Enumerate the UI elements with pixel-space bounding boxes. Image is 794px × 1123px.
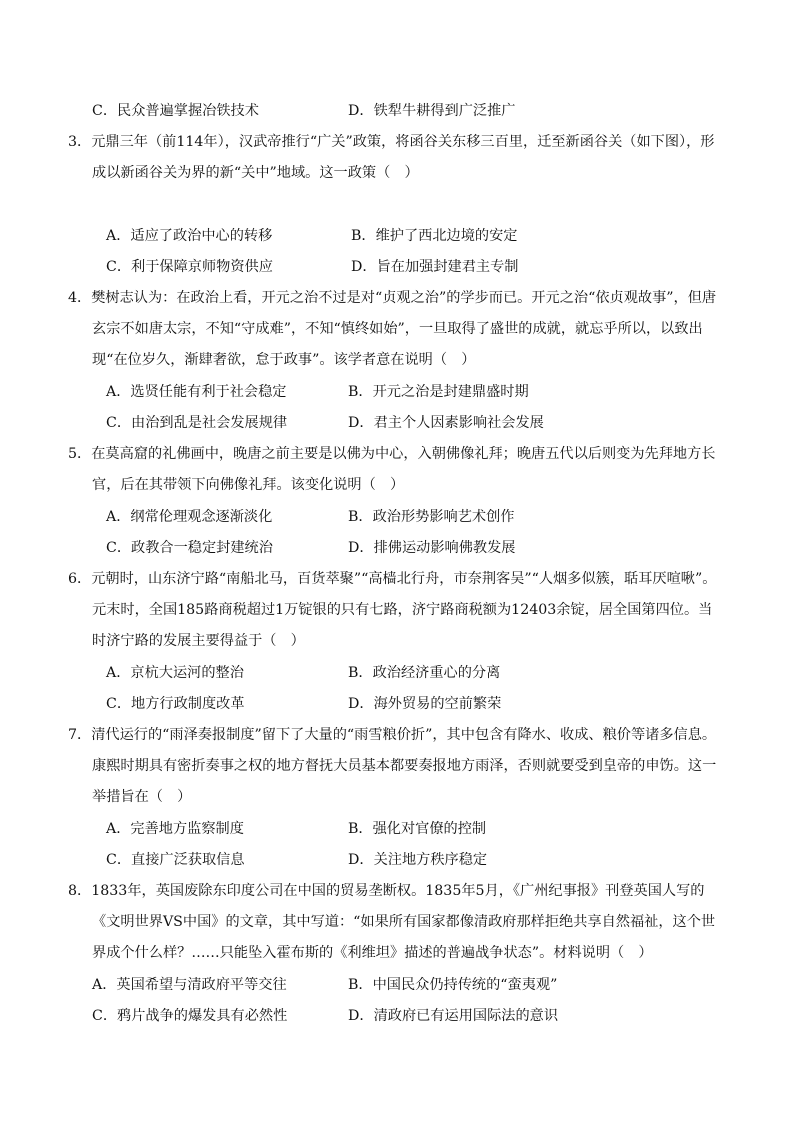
q3-option-a: A．适应了政治中心的转移 <box>106 228 273 244</box>
q8-stem: 8．1833年，英国废除东印度公司在中国的贸易垄断权。1835年5月，《广州纪事报》刊登英国人写的《文明世界VS中国》的文章，其中写道：“如果所有国家都像清政府那样拒绝共享自然福祉，这个世界成个什么样？……只能坠入霍布斯的《利维坦》描述的普遍战争状态”。材料说明（ ） <box>68 883 716 961</box>
q5-stem: 5．在莫高窟的礼佛画中，晚唐之前主要是以佛为中心，入朝佛像礼拜；晚唐五代以后则变为先拜地方长官，后在其带领下向佛像礼拜。该变化说明（ ） <box>68 446 716 493</box>
q4-option-a: A．选贤任能有利于社会稳定 <box>106 384 287 400</box>
q7-option-d: D．关注地方秩序稳定 <box>348 852 488 868</box>
q8-option-b: B．中国民众仍持传统的“蛮夷观” <box>348 977 558 993</box>
q2-option-c: C．民众普遍掌握冶铁技术 <box>92 103 259 119</box>
q3-option-c: C．利于保障京师物资供应 <box>106 259 273 275</box>
q2-option-d: D．铁犁牛耕得到广泛推广 <box>348 103 516 119</box>
q5-option-c: C．政教合一稳定封建统治 <box>106 540 273 556</box>
q6-option-d: D．海外贸易的空前繁荣 <box>348 696 502 712</box>
q4-option-c: C．由治到乱是社会发展规律 <box>106 415 288 431</box>
q3-stem: 3．元鼎三年（前114年），汉武帝推行“广关”政策，将函谷关东移三百里，迁至新函谷关（如下图），形成以新函谷关为界的新“关中”地域。这一政策（ ） <box>68 134 715 181</box>
q8-option-c: C．鸦片战争的爆发具有必然性 <box>92 1008 288 1024</box>
q7-option-a: A．完善地方监察制度 <box>106 821 244 837</box>
q4-option-b: B．开元之治是封建鼎盛时期 <box>348 384 529 400</box>
q7-option-c: C．直接广泛获取信息 <box>106 852 245 868</box>
q5-option-a: A．纲常伦理观念逐渐淡化 <box>106 509 273 525</box>
q7-option-b: B．强化对官僚的控制 <box>348 821 487 837</box>
q3-option-d: D．旨在加强封建君主专制 <box>351 259 519 275</box>
q4-option-d: D．君主个人因素影响社会发展 <box>348 415 544 431</box>
q6-option-c: C．地方行政制度改革 <box>106 696 245 712</box>
q3-option-b: B．维护了西北边境的安定 <box>351 228 518 244</box>
q5-option-b: B．政治形势影响艺术创作 <box>348 509 515 525</box>
q6-option-a: A．京杭大运河的整治 <box>106 665 244 681</box>
q5-option-d: D．排佛运动影响佛教发展 <box>348 540 516 556</box>
q6-option-b: B．政治经济重心的分离 <box>348 665 501 681</box>
q8-option-d: D．清政府已有运用国际法的意识 <box>348 1008 559 1024</box>
q4-stem: 4．樊树志认为：在政治上看，开元之治不过是对“贞观之治”的学步而已。开元之治“依贞观故事”，但唐玄宗不如唐太宗，不知“守成难”，不知“慎终如始”，一旦取得了盛世的成就，就忘乎所以，以致出现“在位岁久，渐肆奢欲，怠于政事”。该学者意在说明（ ） <box>68 290 717 368</box>
q8-option-a: A．英国希望与清政府平等交往 <box>92 977 287 993</box>
q6-stem: 6．元朝时，山东济宁路“南船北马，百货萃聚”“高樯北行舟，市奈荆客吴”“人烟多似簇，聒耳厌喧啾”。元末时，全国185路商税超过1万锭银的只有七路，济宁路商税额为12403余锭，居全国第四位。当时济宁路的发展主要得益于（ ） <box>68 571 717 649</box>
q7-stem: 7．清代运行的“雨泽奏报制度”留下了大量的“雨雪粮价折”，其中包含有降水、收成、粮价等诸多信息。康熙时期具有密折奏事之权的地方督抚大员基本都要奏报地方雨泽，否则就要受到皇帝的申饬。这一举措旨在（ ） <box>68 727 717 805</box>
